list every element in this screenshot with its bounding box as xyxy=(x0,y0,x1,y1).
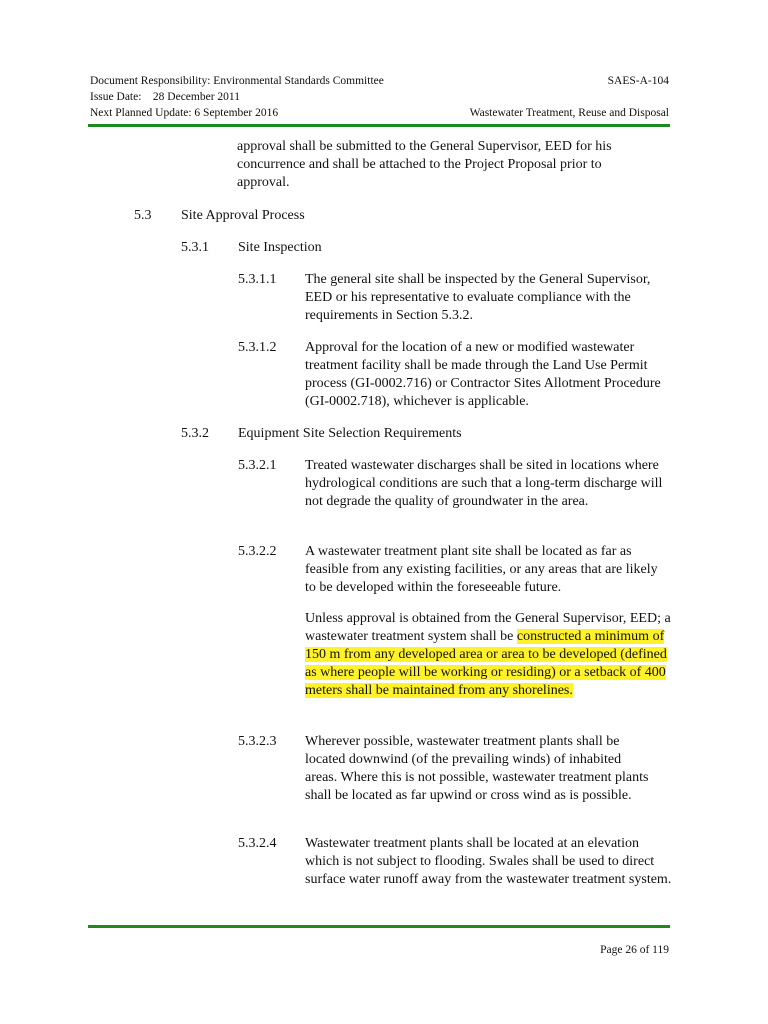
section-number: 5.3.2 xyxy=(181,426,209,441)
intro-paragraph: approval shall be submitted to the General Supervisor, EED for his concurrence and shall be attached to the Project Proposal prior to approval. xyxy=(237,139,612,190)
clause-number: 5.3.1.1 xyxy=(238,272,277,287)
clause-number: 5.3.2.2 xyxy=(238,544,277,559)
next-planned-update: Next Planned Update: 6 September 2016 xyxy=(90,107,279,119)
section-heading: Site Inspection xyxy=(238,240,322,255)
clause-text: The general site shall be inspected by the General Supervisor, EED or his representative to evaluate compliance with the requirements in Section 5.3.2. xyxy=(305,272,651,323)
section-heading: Site Approval Process xyxy=(181,208,305,223)
clause-text: Wherever possible, wastewater treatment plants shall be located downwind (of the prevailing winds) of inhabited areas. Where this is not possible, wastewater treatment plants shall be located as far upwind or cross wind as is possible. xyxy=(305,734,649,803)
header-rule xyxy=(88,124,670,127)
document-responsibility: Document Responsibility: Environmental Standards Committee xyxy=(90,75,384,87)
clause-text: Wastewater treatment plants shall be located at an elevation which is not subject to flooding. Swales shall be used to direct surface water runoff away from the wastewater treatment system. xyxy=(305,836,672,887)
clause-text-plain: Unless approval is obtained from the General Supervisor, EED; a wastewater treatment system shall be xyxy=(305,611,671,644)
clause-text: Approval for the location of a new or modified wastewater treatment facility shall be made through the Land Use Permit process (GI-0002.716) or Contractor Sites Allotment Procedure (GI-0002.718), whichever is applicable. xyxy=(305,340,661,409)
document-id: SAES-A-104 xyxy=(607,75,669,87)
page-number: Page 26 of 119 xyxy=(600,944,669,956)
clause-number: 5.3.2.3 xyxy=(238,734,277,749)
section-number: 5.3.1 xyxy=(181,240,209,255)
section-number: 5.3 xyxy=(134,208,152,223)
clause-text: A wastewater treatment plant site shall be located as far as feasible from any existing facilities, or any areas that are likely to be developed within the foreseeable future. xyxy=(305,544,658,595)
document-title: Wastewater Treatment, Reuse and Disposal xyxy=(469,107,669,119)
clause-number: 5.3.2.4 xyxy=(238,836,277,851)
clause-number: 5.3.1.2 xyxy=(238,340,277,355)
section-heading: Equipment Site Selection Requirements xyxy=(238,426,462,441)
highlighted-text: constructed a minimum of 150 m from any developed area or area to be developed (defined as where people will be working or residing) or a setback of 400 meters shall be maintained from any shorelines. xyxy=(305,629,667,698)
clause-continuation xyxy=(305,610,671,700)
footer-rule xyxy=(88,925,670,928)
clause-number: 5.3.2.1 xyxy=(238,458,277,473)
issue-date: Issue Date: 28 December 2011 xyxy=(90,91,240,103)
page-header xyxy=(90,73,669,121)
clause-text: Treated wastewater discharges shall be sited in locations where hydrological conditions are such that a long-term discharge will not degrade the quality of groundwater in the area. xyxy=(305,458,663,509)
